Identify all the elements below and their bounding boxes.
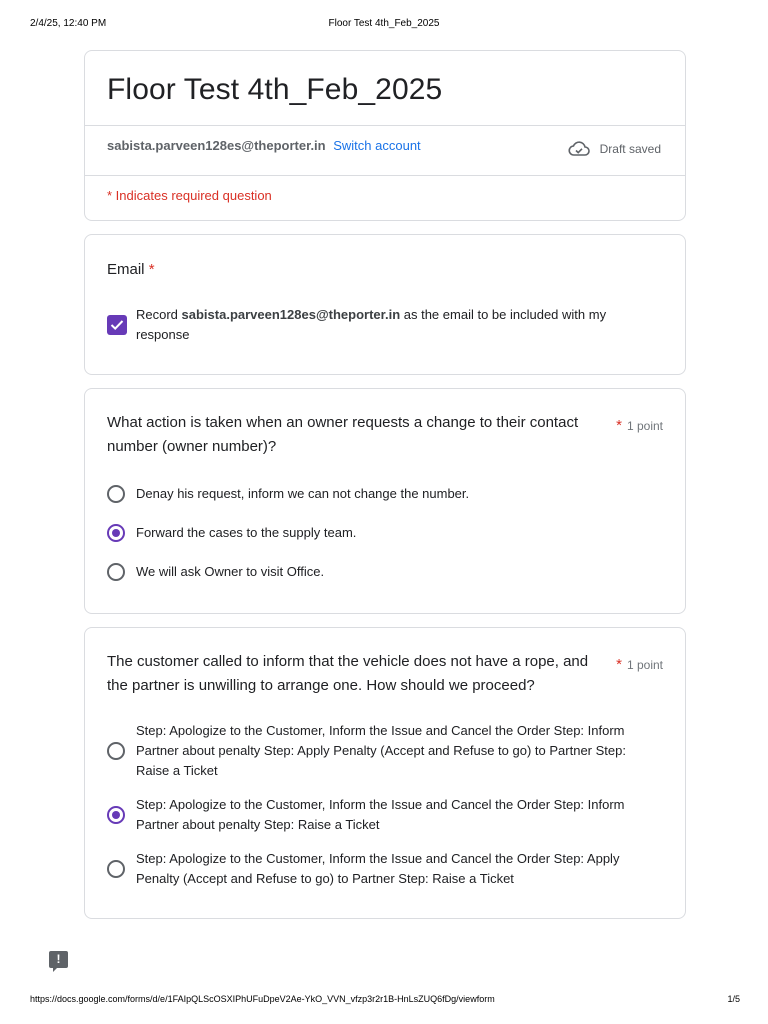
draft-status [568, 141, 661, 157]
record-email-checkbox[interactable] [107, 315, 127, 335]
radio-button[interactable] [107, 742, 125, 760]
question-card-2 [84, 627, 686, 919]
account-divider [85, 175, 685, 176]
required-star: * [616, 656, 622, 673]
record-email: sabista.parveen128es@theporter.in [181, 307, 401, 322]
page-number: 1/5 [727, 994, 740, 1004]
form-title: Floor Test 4th_Feb_2025 [107, 73, 443, 106]
record-prefix: Record [136, 307, 182, 322]
radio-option[interactable] [107, 721, 656, 781]
radio-option[interactable] [107, 523, 656, 543]
print-footer [0, 994, 768, 1008]
email-question-title [107, 258, 155, 282]
print-header [0, 18, 768, 32]
points-value: 1 point [626, 419, 663, 433]
print-timestamp: 2/4/25, 12:40 PM [30, 18, 107, 29]
radio-button[interactable] [107, 860, 125, 878]
required-star: * [148, 261, 155, 278]
form-header-card [84, 50, 686, 221]
print-doc-title: Floor Test 4th_Feb_2025 [328, 18, 440, 29]
option-label: Denay his request, inform we can not change the number. [136, 486, 470, 501]
points-label [616, 656, 663, 673]
question-text: The customer called to inform that the vehicle does not have a rope, and the partner is unwilling to arrange one. How should we proceed? [107, 653, 589, 694]
email-question-card [84, 234, 686, 375]
record-email-label [136, 305, 656, 345]
radio-button-selected[interactable] [107, 806, 125, 824]
page-url: https://docs.google.com/forms/d/e/1FAIpQLScOSXIPhUFuDpeV2Ae-YkO_VVN_vfzp3r2r1B-HnLsZUQ6fDg/viewform [30, 994, 495, 1004]
account-email: sabista.parveen128es@theporter.in [107, 138, 326, 153]
points-value: 1 point [626, 658, 663, 672]
feedback-glyph: ! [56, 952, 61, 966]
question-card-1 [84, 388, 686, 614]
radio-option[interactable] [107, 849, 656, 889]
points-label [616, 417, 663, 434]
radio-option[interactable] [107, 795, 656, 835]
radio-option[interactable] [107, 562, 656, 582]
email-label: Email [107, 261, 145, 278]
checkmark-icon [110, 319, 124, 331]
cloud-check-icon [568, 141, 590, 157]
option-label: We will ask Owner to visit Office. [136, 564, 325, 579]
required-star: * [616, 417, 622, 434]
radio-option[interactable] [107, 484, 656, 504]
question-text: What action is taken when an owner requests a change to their contact number (owner number)? [107, 414, 579, 455]
radio-button-selected[interactable] [107, 524, 125, 542]
account-row [107, 138, 421, 153]
option-label: Forward the cases to the supply team. [136, 525, 357, 540]
report-feedback-icon[interactable] [49, 951, 68, 968]
radio-button[interactable] [107, 485, 125, 503]
switch-account-link[interactable]: Switch account [333, 138, 421, 153]
header-divider [85, 125, 685, 126]
record-suffix: as the email to be included with my response [136, 307, 607, 342]
option-label: Step: Apologize to the Customer, Inform the Issue and Cancel the Order Step: Inform Partner about penalty Step: Apply Penalty (Accept and Refuse to go) to Partner Step: Raise a Ticket [136, 723, 626, 778]
option-label: Step: Apologize to the Customer, Inform the Issue and Cancel the Order Step: Inform Partner about penalty Step: Raise a Ticket [136, 797, 625, 832]
option-label: Step: Apologize to the Customer, Inform the Issue and Cancel the Order Step: Apply Penalty (Accept and Refuse to go) to Partner Step: Raise a Ticket [136, 851, 620, 886]
required-note: * Indicates required question [107, 188, 272, 203]
draft-saved-text: Draft saved [599, 142, 661, 156]
radio-button[interactable] [107, 563, 125, 581]
